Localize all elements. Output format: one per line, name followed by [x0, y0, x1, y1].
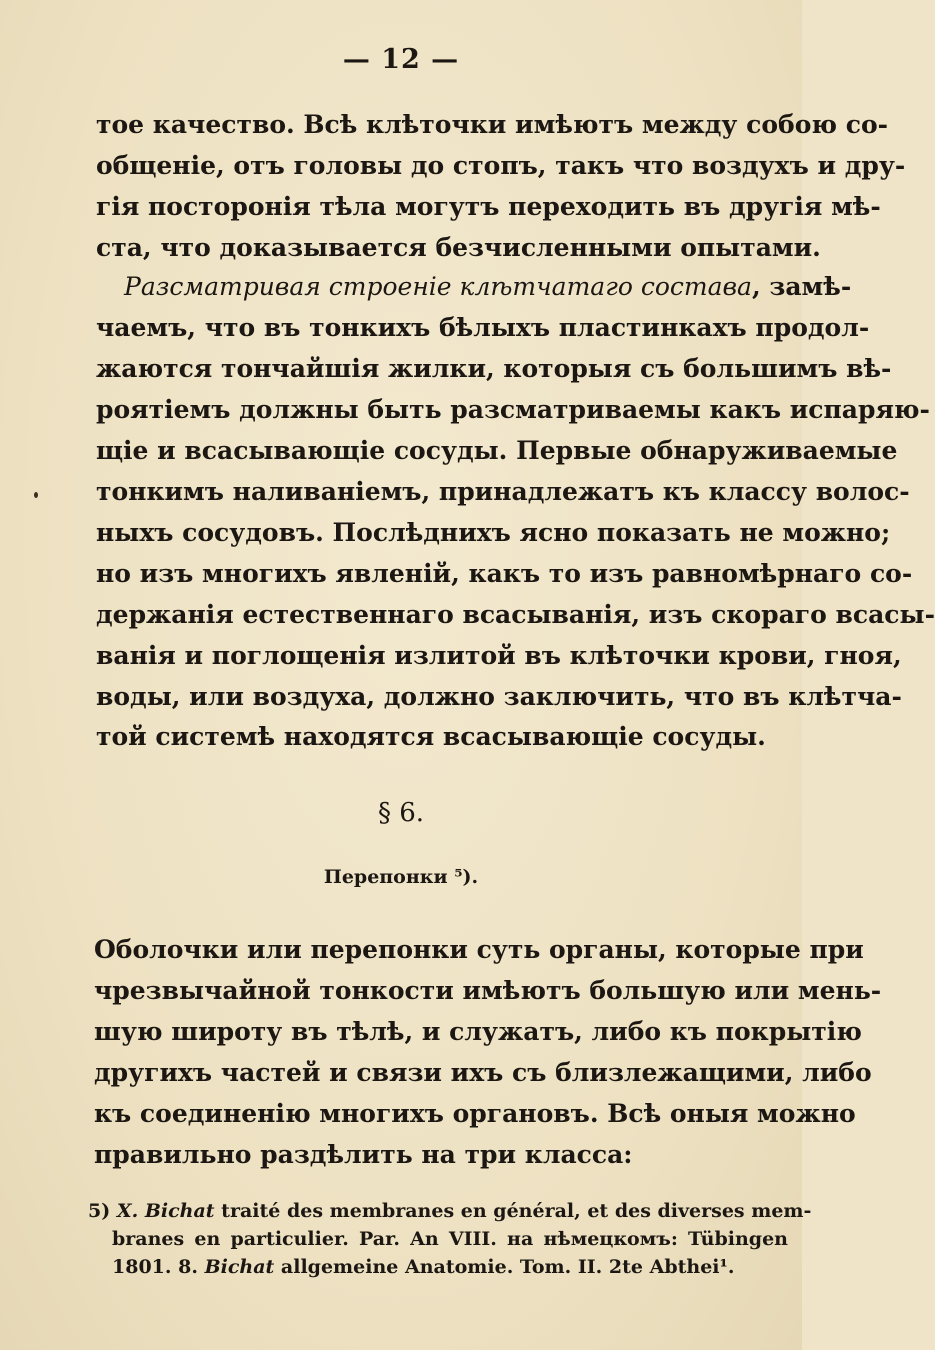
text-line: гія посторонія тѣла могутъ переходить въ другія мѣ-: [96, 192, 881, 221]
intro-rest: , замѣ-: [751, 272, 852, 301]
section-subtitle: Перепонки ⁵).: [323, 866, 479, 888]
text-line: тое качество. Всѣ клѣточки имѣютъ между собою со-: [96, 110, 888, 139]
footnote-text: traité des membranes en général, et des diverses mem-: [214, 1200, 812, 1222]
text-line: держанія естественнаго всасыванія, изъ скораго всасы-: [96, 600, 935, 629]
text-line: роятіемъ должны быть разсматриваемы какъ испаряю-: [96, 395, 930, 424]
text-line: чаемъ, что въ тонкихъ бѣлыхъ пластинкахъ продол-: [96, 313, 870, 342]
page-number: — 12 —: [342, 44, 460, 75]
text-line: къ соединенію многихъ органовъ. Всѣ оныя можно: [94, 1099, 856, 1128]
footnote-line: branes en particulier. Par. An VIII. на нѣмецкомъ: Tübingen: [112, 1228, 788, 1250]
text-line: тонкимъ наливаніемъ, принадлежатъ къ классу волос-: [96, 477, 910, 506]
text-line: щіе и всасывающіе сосуды. Первые обнаруживаемые: [96, 436, 898, 465]
text-line: ныхъ сосудовъ. Послѣднихъ ясно показать не можно;: [96, 518, 891, 547]
footnote-text: allgemeine Anatomie. Tom. II. 2te Abthei¹.: [274, 1256, 735, 1278]
text-line: шую широту въ тѣлѣ, и служатъ, либо къ покрытію: [94, 1017, 862, 1046]
footnote-author: Bichat: [204, 1256, 275, 1278]
text-line: Оболочки или перепонки суть органы, которые при: [94, 935, 864, 964]
footnote-number: 5): [88, 1200, 111, 1222]
text-line: общеніе, отъ головы до стопъ, такъ что воздухъ и дру-: [96, 151, 906, 180]
text-line: правильно раздѣлить на три класса:: [94, 1140, 633, 1169]
footnote-line: [112, 1258, 734, 1277]
text-line: воды, или воздуха, должно заключить, что въ клѣтча-: [96, 682, 902, 711]
text-line: другихъ частей и связи ихъ съ близлежащими, либо: [94, 1058, 872, 1087]
text-line: той системѣ находятся всасывающіе сосуды.: [96, 722, 766, 751]
text-line: но изъ многихъ явленій, какъ то изъ равномѣрнаго со-: [96, 559, 913, 588]
text-line: ванія и поглощенія излитой въ клѣточки крови, гноя,: [96, 641, 902, 670]
text-line: чрезвычайной тонкости имѣютъ большую или мень-: [94, 976, 882, 1005]
footnote-line: [88, 1200, 812, 1222]
paragraph-intro-line: [124, 272, 852, 301]
footnote-text: 1801. 8.: [112, 1256, 205, 1278]
text-line: ста, что доказывается безчисленными опытами.: [96, 233, 821, 262]
text-line: жаются тончайшія жилки, которыя съ большимъ вѣ-: [96, 354, 892, 383]
section-heading: § 6.: [377, 798, 425, 828]
footnote-author: X. Bichat: [116, 1200, 215, 1222]
italic-lead: Разсматривая строеніе клѣтчатаго состава: [124, 272, 752, 301]
ink-speck: [34, 492, 38, 498]
